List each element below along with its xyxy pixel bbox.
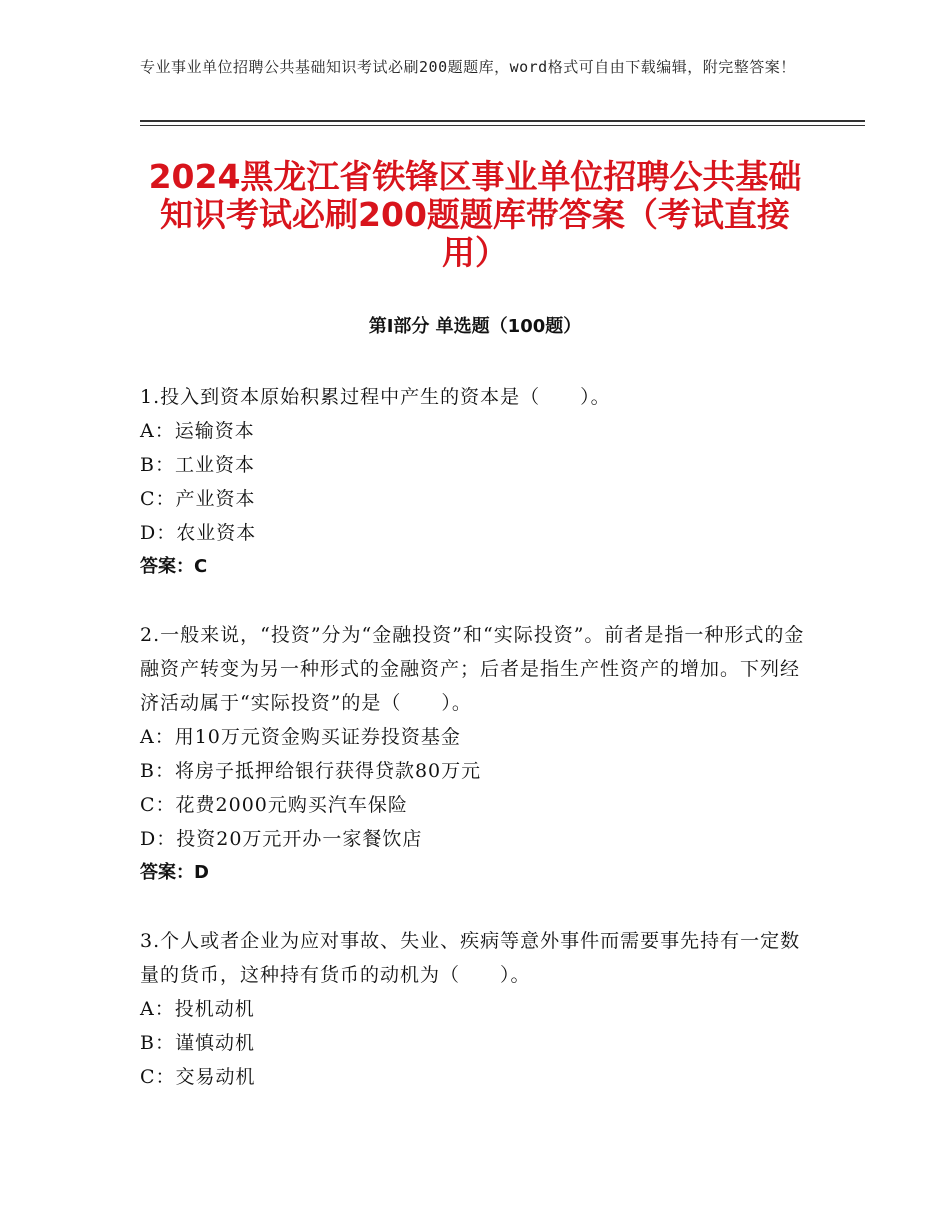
header-note: 专业事业单位招聘公共基础知识考试必刷200题题库，word格式可自由下载编辑，附完整答案！ (140, 58, 796, 76)
question-gap (140, 890, 810, 924)
option-b: B：工业资本 (140, 454, 255, 476)
document-title: 2024黑龙江省铁锋区事业单位招聘公共基础知识考试必刷200题题库带答案（考试直接用） (148, 157, 802, 272)
option-c: C：产业资本 (140, 488, 256, 510)
question-stem: 2.一般来说，“投资”分为“金融投资”和“实际投资”。前者是指一种形式的金融资产转变为另一种形式的金融资产；后者是指生产性资产的增加。下列经济活动属于“实际投资”的是（ ）。 (140, 624, 805, 714)
option-b: B：谨慎动机 (140, 1032, 255, 1054)
question-gap (140, 584, 810, 618)
section-title: 第Ⅰ部分 单选题（100题） (368, 316, 582, 337)
option-d: D：投资20万元开办一家餐饮店 (140, 828, 423, 850)
question-list (140, 380, 810, 1094)
option-a: A：投机动机 (140, 998, 255, 1020)
header-rule-thick (140, 120, 865, 122)
option-d: D：农业资本 (140, 522, 257, 544)
option-c: C：交易动机 (140, 1066, 256, 1088)
answer: 答案：C (140, 556, 208, 577)
question-stem: 1.投入到资本原始积累过程中产生的资本是（ ）。 (140, 386, 611, 408)
option-a: A：用10万元资金购买证券投资基金 (140, 726, 461, 748)
option-b: B：将房子抵押给银行获得贷款80万元 (140, 760, 482, 782)
answer: 答案：D (140, 862, 209, 883)
option-a: A：运输资本 (140, 420, 255, 442)
question-2 (140, 618, 810, 890)
question-3 (140, 924, 810, 1094)
header-rule-thin (140, 125, 865, 126)
question-1 (140, 380, 810, 584)
question-stem: 3.个人或者企业为应对事故、失业、疾病等意外事件而需要事先持有一定数量的货币，这种持有货币的动机为（ ）。 (140, 930, 801, 986)
option-c: C：花费2000元购买汽车保险 (140, 794, 408, 816)
